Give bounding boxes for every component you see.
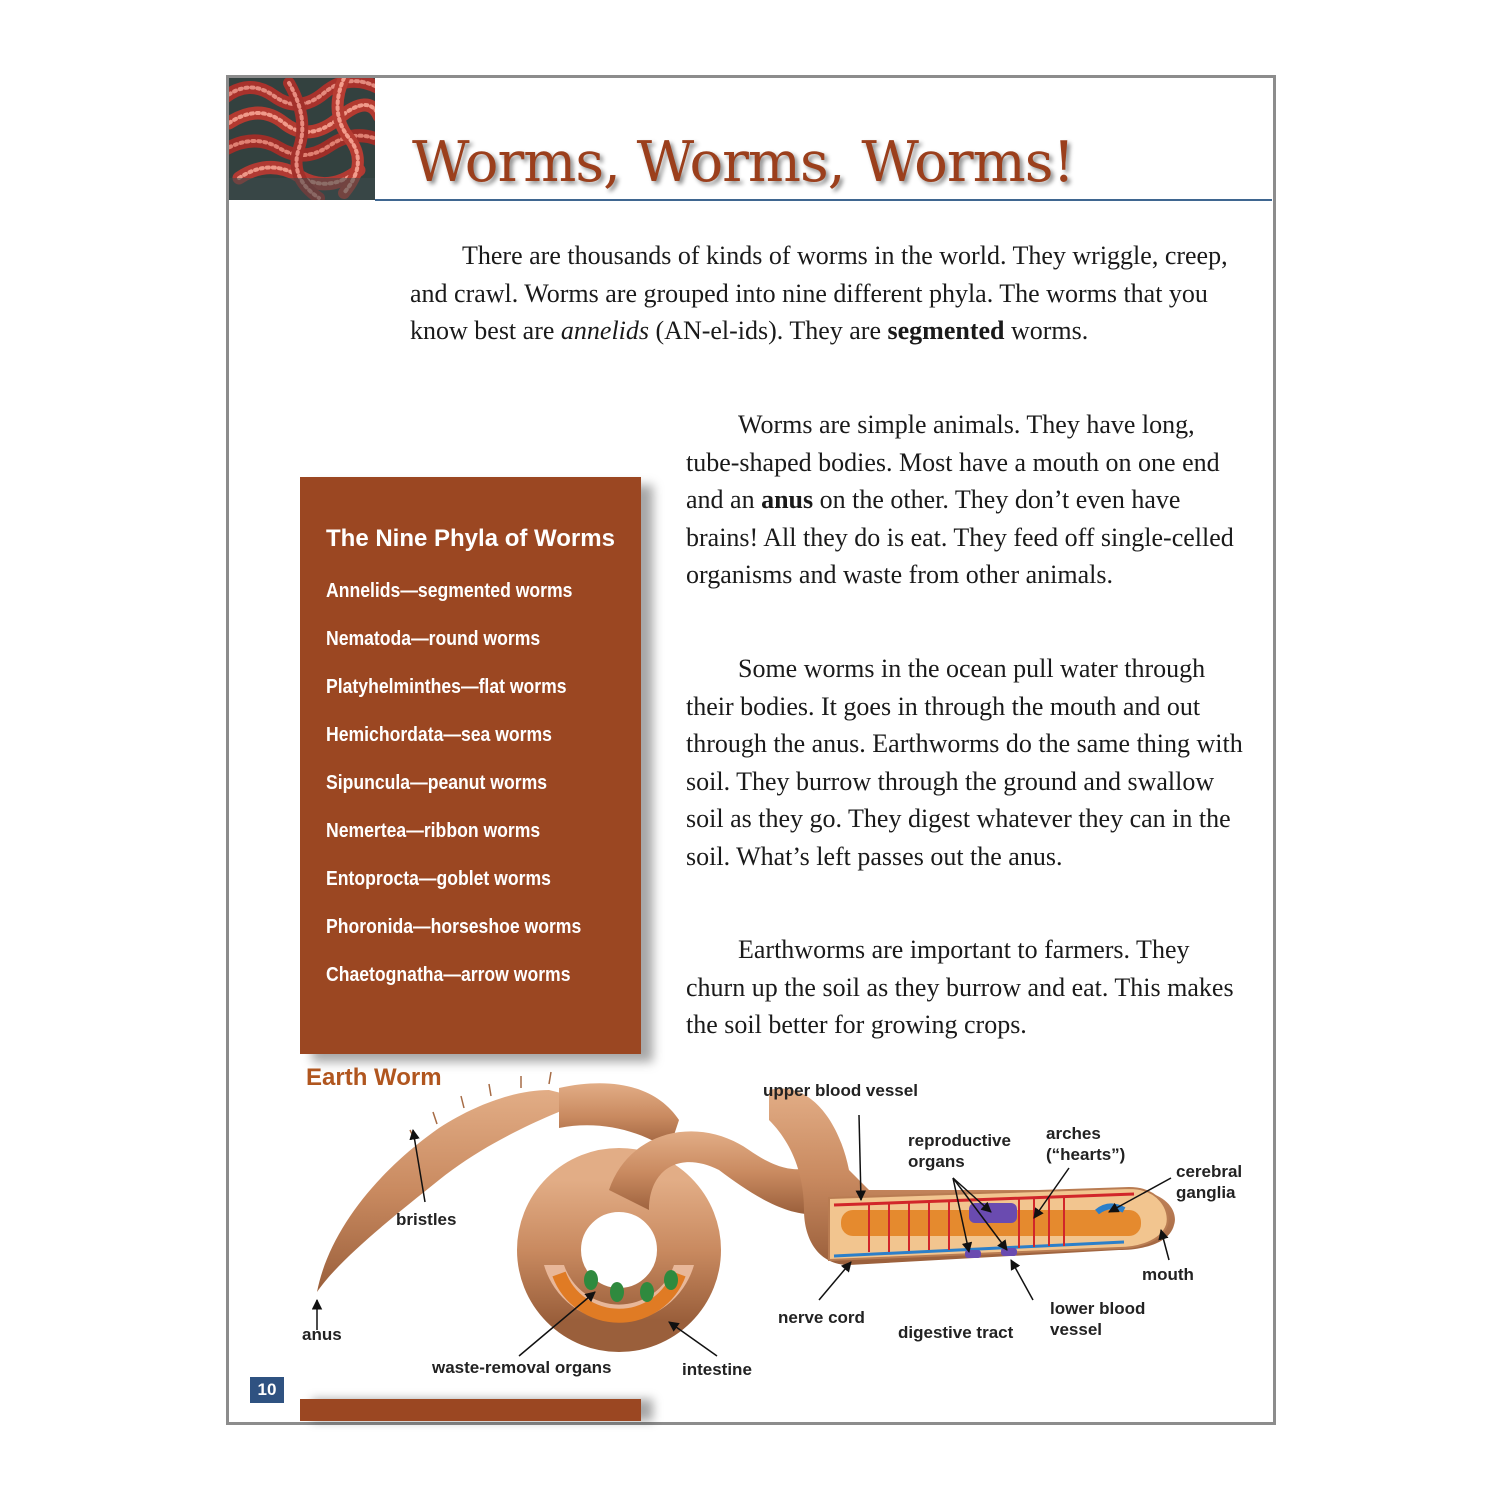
header-worms-photo [229,78,375,200]
intro-text-2: (AN-el-ids). They are [649,316,888,345]
reproductive-organ-lower [1001,1248,1017,1256]
intro-italic-term: annelids [560,316,650,345]
label-lower-blood-vessel: lower blood vessel [1050,1299,1146,1339]
label-nerve-cord: nerve cord [778,1308,865,1327]
intro-bold-term: segmented [887,316,1005,345]
p1-bold-term: anus [761,485,814,514]
body-paragraph-1 [686,406,1246,594]
label-waste-removal-organs: waste-removal organs [432,1358,612,1377]
label-upper-blood-vessel: upper blood vessel [763,1081,918,1100]
phyla-item: Platyhelminthes—flat worms [326,676,567,698]
label-arches: arches (“hearts”) [1046,1124,1126,1164]
page-title: Worms, Worms, Worms! [412,130,1074,195]
phyla-item: Annelids—segmented worms [326,580,573,602]
bottom-accent-bar [300,1399,641,1421]
page-number: 10 [250,1377,284,1403]
phyla-sidebar [300,477,641,1054]
label-cerebral-ganglia: cerebral ganglia [1176,1162,1243,1202]
earthworm-diagram [229,1060,1269,1390]
p1-text-a: Worms are simple animals. They have long, tube-shaped bodies. Most have a mouth on one end and an [686,410,1220,514]
p1-text-b: on the other. They don’t even have brains! All they do is eat. They feed off single-celled organisms and waste from other animals. [686,485,1234,589]
phyla-item: Hemichordata—sea worms [326,724,552,746]
title-rule [375,199,1272,201]
reproductive-organ-lower [965,1250,981,1258]
phyla-item: Chaetognatha—arrow worms [326,964,571,986]
diagram-title: Earth Worm [306,1064,442,1091]
label-reproductive-organs: reproductive organs [908,1131,1011,1171]
intro-text-3: worms. [1004,316,1089,345]
body-paragraph-2: Some worms in the ocean pull water through their bodies. It goes in through the mouth and out through the anus. Earthworms do the same thing with soil. They burrow through the ground and swallow soil as they go. They digest whatever they can in the soil. What’s left passes out the anus. [686,654,1243,871]
body-paragraph-3: Earthworms are important to farmers. They churn up the soil as they burrow and eat. This makes the soil better for growing crops. [686,935,1234,1039]
label-bristles: bristles [396,1210,457,1229]
phyla-item: Sipuncula—peanut worms [326,772,548,794]
phyla-list [326,577,616,1009]
phyla-item: Nemertea—ribbon worms [326,820,541,842]
label-mouth: mouth [1142,1265,1194,1284]
phyla-item: Phoronida—horseshoe worms [326,916,582,938]
intro-text-1: There are thousands of kinds of worms in the world. They wriggle, creep, and crawl. Worms are grouped into nine different phyla. The worms that you know best are [410,241,1228,345]
intro-paragraph [410,237,1240,350]
sidebar-title: The Nine Phyla of Worms [326,525,615,552]
phyla-item: Nematoda—round worms [326,628,541,650]
label-intestine: intestine [682,1360,752,1379]
label-anus: anus [302,1325,342,1344]
phyla-item: Entoprocta—goblet worms [326,868,551,890]
reproductive-organ-upper [969,1203,1017,1223]
label-digestive-tract: digestive tract [898,1323,1014,1342]
